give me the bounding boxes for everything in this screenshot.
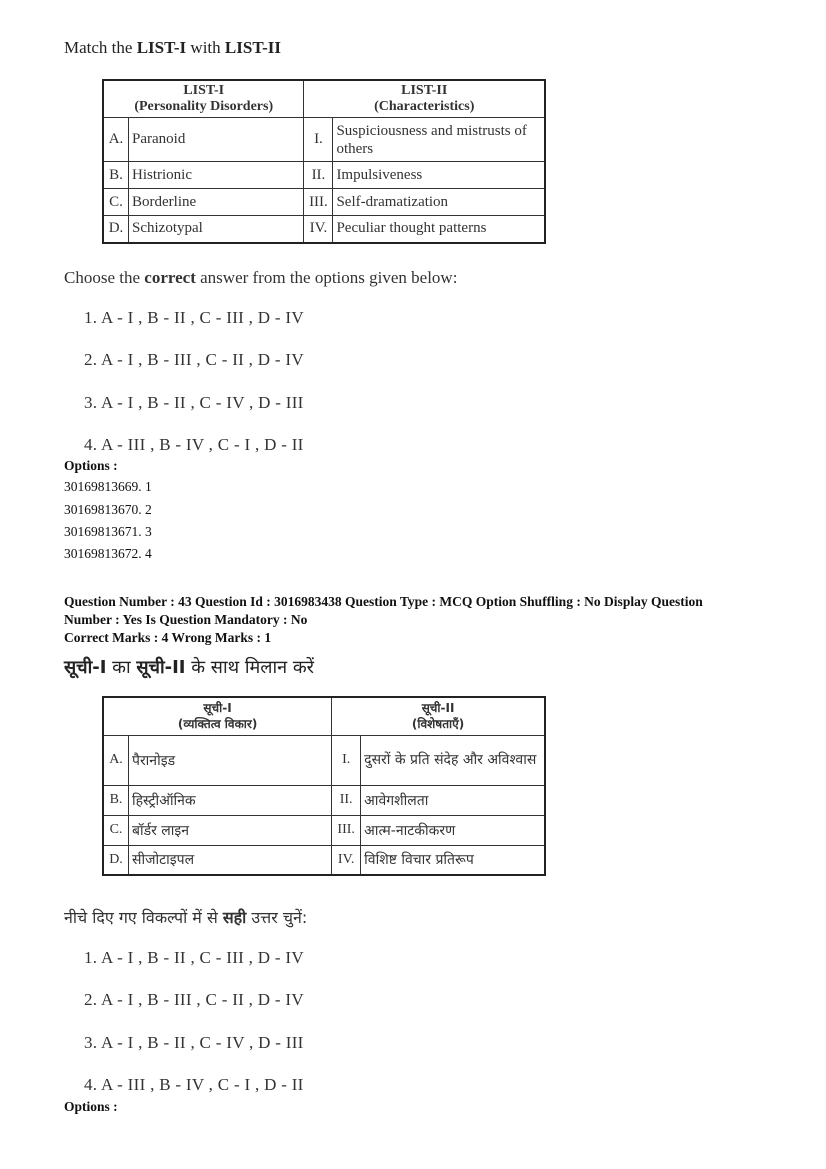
answer-option-3: 3. A - I , B - II , C - IV , D - III [84,1033,304,1052]
table-row: A. पैरानोइड I. दुसरों के प्रति संदेह और अविश्वास [103,735,545,785]
list1-header: सूची-I (व्यक्तित्व विकार) [103,697,332,735]
table-row: C. बॉर्डर लाइन III. आत्म-नाटकीकरण [103,815,545,845]
options-label: Options : [64,458,118,473]
instruction: Choose the correct answer from the options given below: [64,268,458,287]
title-text: with [186,38,225,57]
match-table-hindi [102,696,546,876]
table-row: B. हिस्ट्रीऑनिक II. आवेगशीलता [103,785,545,815]
list2-header: सूची-II (विशेषताएँ) [332,697,545,735]
question-meta: Question Number : 43 Question Id : 3016983438 Question Type : MCQ Option Shuffling : No Display Question Number : Yes Is Question Mandatory : No Correct Marks : 4 Wrong Marks : 1 [64,594,703,645]
option-id: 30169813672. 4 [64,546,152,561]
answer-option-3: 3. A - I , B - II , C - IV , D - III [84,393,304,412]
question-title [64,38,281,58]
option-id: 30169813670. 2 [64,502,152,517]
match-table [102,79,546,244]
answer-option-4: 4. A - III , B - IV , C - I , D - II [84,435,304,454]
table-row: C. Borderline III. Self-dramatization [103,189,545,216]
list2-header: LIST-II (Characteristics) [304,80,545,118]
answer-option-1: 1. A - I , B - II , C - III , D - IV [84,308,304,327]
title-list1: LIST-I [136,38,187,57]
title-text: Match the [64,38,137,57]
question-title-hindi: सूची-I का सूची-II के साथ मिलान करें [64,657,315,678]
title-list2: LIST-II [224,38,281,57]
option-id: 30169813669. 1 [64,479,152,494]
answer-option-4: 4. A - III , B - IV , C - I , D - II [84,1075,304,1094]
table-row: B. Histrionic II. Impulsiveness [103,162,545,189]
answer-option-1: 1. A - I , B - II , C - III , D - IV [84,948,304,967]
answer-option-2: 2. A - I , B - III , C - II , D - IV [84,350,304,369]
table-row: D. सीजोटाइपल IV. विशिष्ट विचार प्रतिरूप [103,845,545,875]
table-row: D. Schizotypal IV. Peculiar thought patterns [103,216,545,243]
table-row: A. Paranoid I. Suspiciousness and mistrusts of others [103,118,545,162]
option-id: 30169813671. 3 [64,524,152,539]
list1-header: LIST-I (Personality Disorders) [103,80,304,118]
answer-option-2: 2. A - I , B - III , C - II , D - IV [84,990,304,1009]
options-label: Options : [64,1099,118,1114]
instruction-hindi: नीचे दिए गए विकल्पों में से सही उत्तर चुनें: [64,908,308,927]
